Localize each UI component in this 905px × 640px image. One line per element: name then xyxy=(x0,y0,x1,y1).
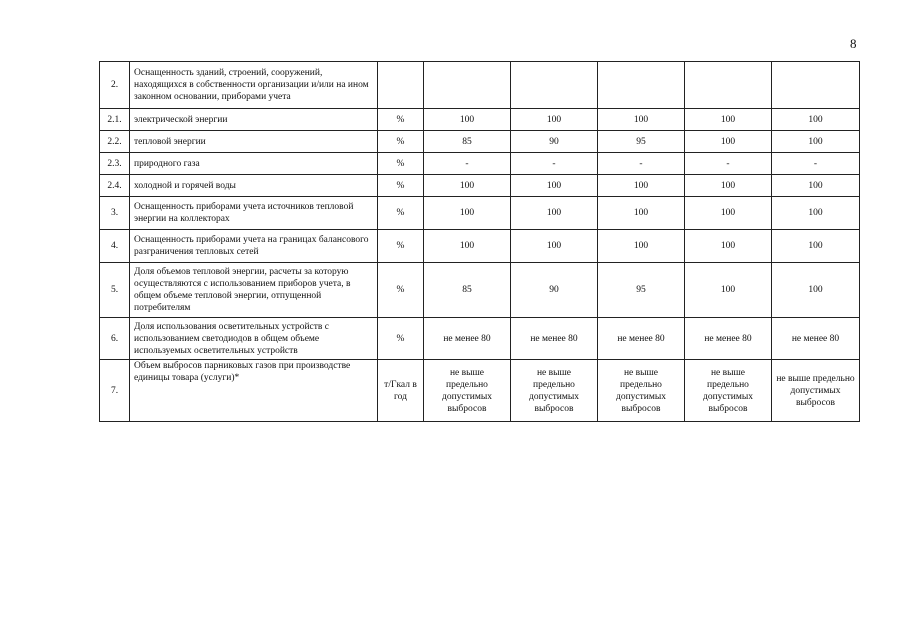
table-row xyxy=(100,318,860,360)
row-unit xyxy=(378,62,424,109)
row-value xyxy=(685,62,772,109)
row-name: Оснащенность приборами учета на границах балансового разграничения тепловых сетей xyxy=(130,230,378,263)
row-unit: % xyxy=(378,197,424,230)
table-row xyxy=(100,175,860,197)
row-value: 85 xyxy=(424,263,511,318)
row-unit: % xyxy=(378,109,424,131)
row-value: не менее 80 xyxy=(685,318,772,360)
row-value: 100 xyxy=(598,230,685,263)
row-number: 4. xyxy=(100,230,130,263)
row-value: 100 xyxy=(511,197,598,230)
row-value: 100 xyxy=(685,230,772,263)
row-value: 100 xyxy=(772,109,860,131)
row-unit: % xyxy=(378,230,424,263)
table-row xyxy=(100,360,860,422)
table-row xyxy=(100,131,860,153)
row-number: 2.2. xyxy=(100,131,130,153)
row-unit: % xyxy=(378,318,424,360)
row-value: не выше предельно допустимых выбросов xyxy=(685,360,772,422)
row-value xyxy=(772,62,860,109)
row-value: 95 xyxy=(598,263,685,318)
row-unit: % xyxy=(378,175,424,197)
table-row xyxy=(100,197,860,230)
row-value xyxy=(598,62,685,109)
row-value: не выше предельно допустимых выбросов xyxy=(772,360,860,422)
row-value: 100 xyxy=(598,175,685,197)
row-value: не менее 80 xyxy=(424,318,511,360)
row-number: 2. xyxy=(100,62,130,109)
row-value: 100 xyxy=(772,230,860,263)
row-value: 85 xyxy=(424,131,511,153)
row-value: не менее 80 xyxy=(511,318,598,360)
row-value: не менее 80 xyxy=(598,318,685,360)
row-number: 6. xyxy=(100,318,130,360)
page-number: 8 xyxy=(850,36,857,51)
row-name: Объем выбросов парниковых газов при производстве единицы товара (услуги)* xyxy=(130,360,378,422)
row-name: Доля использования осветительных устройств с использованием светодиодов в общем объеме используемых осветительных устройств xyxy=(130,318,378,360)
row-value: 100 xyxy=(424,230,511,263)
row-value: - xyxy=(772,153,860,175)
row-number: 2.4. xyxy=(100,175,130,197)
row-name: тепловой энергии xyxy=(130,131,378,153)
row-value: 100 xyxy=(772,197,860,230)
row-value: 90 xyxy=(511,263,598,318)
row-name: Доля объемов тепловой энергии, расчеты за которую осуществляются с использованием приборов учета, в общем объеме тепловой энергии, отпущенной потребителям xyxy=(130,263,378,318)
row-value: 100 xyxy=(598,109,685,131)
row-value: 100 xyxy=(772,131,860,153)
row-unit: % xyxy=(378,263,424,318)
row-value: 100 xyxy=(424,175,511,197)
row-value: - xyxy=(424,153,511,175)
row-value: 100 xyxy=(685,263,772,318)
table-row xyxy=(100,153,860,175)
row-name: Оснащенность приборами учета источников тепловой энергии на коллекторах xyxy=(130,197,378,230)
row-unit: % xyxy=(378,153,424,175)
row-value: 100 xyxy=(772,175,860,197)
row-unit: т/Гкал в год xyxy=(378,360,424,422)
row-value: 100 xyxy=(511,230,598,263)
row-name: холодной и горячей воды xyxy=(130,175,378,197)
row-value: 100 xyxy=(685,131,772,153)
table-row xyxy=(100,230,860,263)
row-value: 100 xyxy=(685,175,772,197)
row-unit: % xyxy=(378,131,424,153)
row-number: 3. xyxy=(100,197,130,230)
row-value: 100 xyxy=(598,197,685,230)
row-number: 5. xyxy=(100,263,130,318)
row-value: не выше предельно допустимых выбросов xyxy=(424,360,511,422)
row-value: 100 xyxy=(424,197,511,230)
row-number: 2.1. xyxy=(100,109,130,131)
row-value: 100 xyxy=(685,197,772,230)
row-name: электрической энергии xyxy=(130,109,378,131)
row-value: 100 xyxy=(511,175,598,197)
row-number: 2.3. xyxy=(100,153,130,175)
row-value: 100 xyxy=(685,109,772,131)
row-value: 90 xyxy=(511,131,598,153)
row-value: не менее 80 xyxy=(772,318,860,360)
row-value: не выше предельно допустимых выбросов xyxy=(511,360,598,422)
row-name: природного газа xyxy=(130,153,378,175)
row-value xyxy=(424,62,511,109)
row-value xyxy=(511,62,598,109)
row-value: - xyxy=(598,153,685,175)
table-row xyxy=(100,263,860,318)
row-value: - xyxy=(511,153,598,175)
row-value: не выше предельно допустимых выбросов xyxy=(598,360,685,422)
row-value: 100 xyxy=(424,109,511,131)
row-value: 100 xyxy=(772,263,860,318)
table-row xyxy=(100,109,860,131)
row-value: 100 xyxy=(511,109,598,131)
row-name: Оснащенность зданий, строений, сооружений, находящихся в собственности организации и/или на ином законном основании, приборами учета xyxy=(130,62,378,109)
table-row xyxy=(100,62,860,109)
row-value: 95 xyxy=(598,131,685,153)
row-value: - xyxy=(685,153,772,175)
indicators-table xyxy=(99,61,860,422)
row-number: 7. xyxy=(100,360,130,422)
